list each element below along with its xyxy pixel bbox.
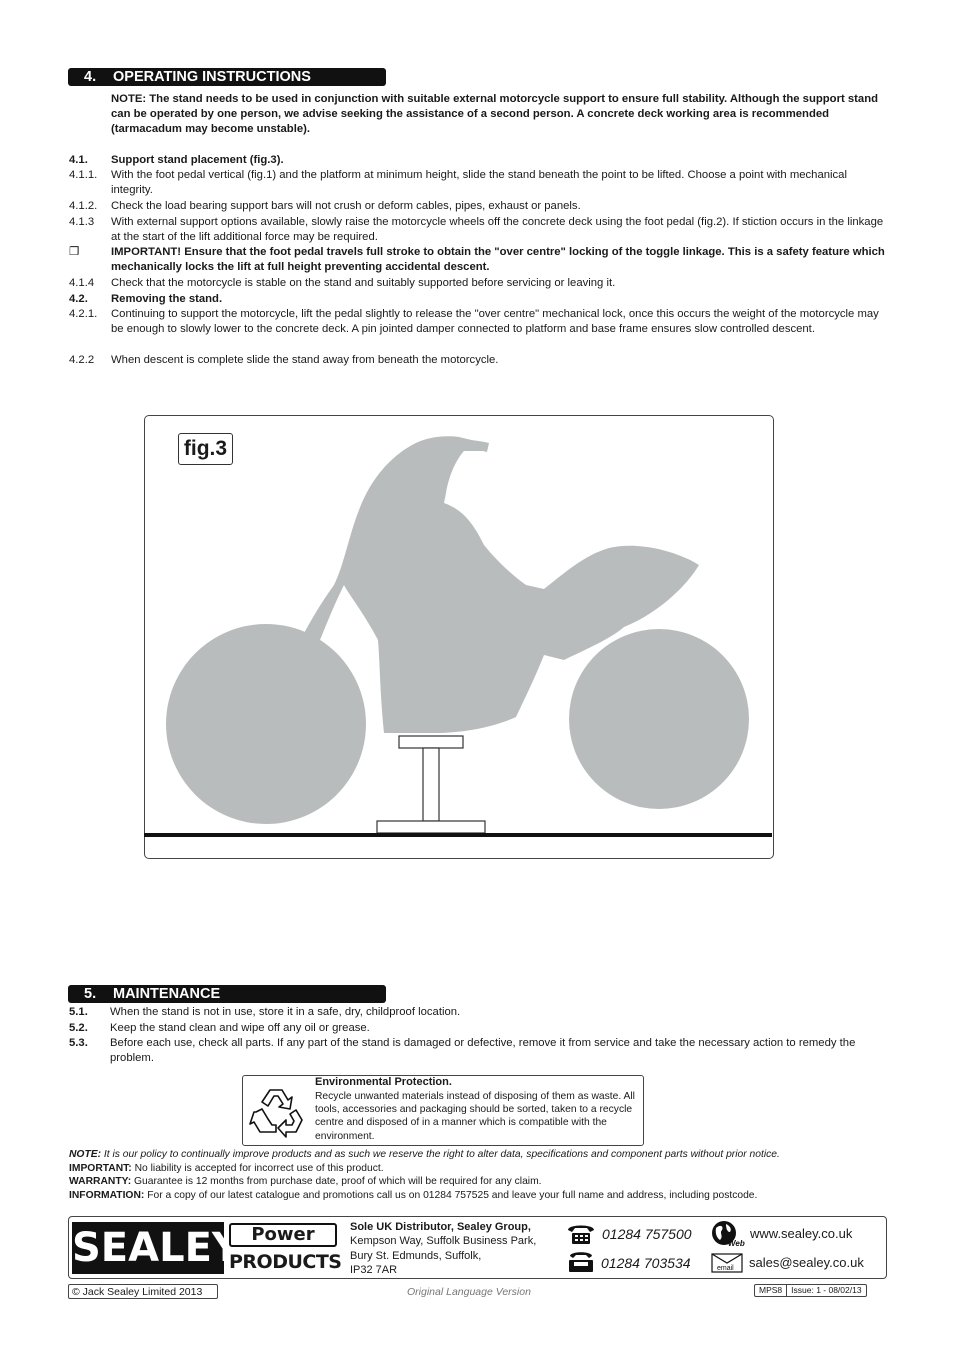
section-number: 5.: [84, 986, 97, 1002]
step-number: 4.1.2.: [69, 200, 98, 212]
step-number: 5.1.: [69, 1006, 88, 1018]
step-number: 4.2.1.: [69, 308, 98, 320]
step-text: Keep the stand clean and wipe off any oil or grease.: [110, 1022, 370, 1034]
step-text: Support stand placement (fig.3).: [111, 154, 284, 166]
fax-icon: [566, 1250, 596, 1274]
notice-label: NOTE:: [69, 1149, 102, 1160]
operating-note: NOTE: The stand needs to be used in conjunction with suitable external motorcycle support to ensure full stability. Although the support stand can be operated by one person, we advise seeking the assistance of a second person. A concrete deck working area is recommended (tarmacadum may become unstable).: [111, 93, 878, 136]
email-label: email: [717, 1265, 734, 1272]
fax-number[interactable]: 01284 703534: [601, 1255, 691, 1271]
rear-wheel: [166, 624, 366, 824]
step-number: 4.1.1.: [69, 169, 98, 181]
step-text: Before each use, check all parts. If any part of the stand is damaged or defective, remove it from service and take the necessary action to remedy the problem.: [110, 1037, 856, 1065]
section-number: 4.: [84, 69, 97, 85]
section-5-header: [68, 985, 386, 1003]
issue-date: Issue: 1 - 08/02/13: [786, 1285, 865, 1296]
telephone-icon: [566, 1222, 596, 1246]
recycle-icon: [248, 1082, 308, 1140]
notice-text: No liability is accepted for incorrect use of this product.: [134, 1163, 384, 1174]
front-wheel: [569, 629, 749, 809]
model-number: MPS8: [759, 1285, 783, 1295]
web-globe-icon: [710, 1220, 748, 1248]
ground-line: [144, 833, 772, 837]
stand-platform: [399, 736, 463, 748]
step-number: 4.1.3: [69, 216, 95, 228]
step-number: 5.3.: [69, 1037, 88, 1049]
issue-box: [754, 1284, 867, 1297]
step-number: 4.1.4: [69, 277, 95, 289]
step-text: When the stand is not in use, store it in a safe, dry, childproof location.: [110, 1006, 461, 1018]
step-text: Check that the motorcycle is stable on the stand and suitably supported before servicing or leaving it.: [111, 277, 616, 289]
website-link[interactable]: www.sealey.co.uk: [750, 1226, 853, 1241]
step-text: With the foot pedal vertical (fig.1) and the platform at minimum height, slide the stand beneath the point to be lifted. Choose a point with mechanical integrity.: [111, 169, 847, 197]
stand-column: [423, 748, 439, 821]
section-4-header: [68, 68, 386, 86]
section-title: MAINTENANCE: [113, 986, 221, 1002]
distributor-block: [350, 1220, 536, 1277]
step-number: 5.2.: [69, 1022, 88, 1034]
address-line: IP32 7AR: [350, 1263, 398, 1276]
step-text: When descent is complete slide the stand away from beneath the motorcycle.: [111, 354, 499, 366]
section-title: OPERATING INSTRUCTIONS: [113, 69, 311, 85]
step-text: Continuing to support the motorcycle, lift the pedal slightly to release the "over centre" mechanical lock, once this occurs the weight of the motorcycle may be enough to slowly lower to the concrete deck. A pin jointed damper connected to platform and base frame ensures slow controlled descent.: [111, 308, 879, 336]
environment-text: Recycle unwanted materials instead of disposing of them as waste. All tools, accessories and packaging should be sorted, taken to a recycle centre and disposed of in a manner which is compatible with the environment.: [315, 1091, 635, 1142]
distributor-name: Sole UK Distributor, Sealey Group,: [350, 1221, 531, 1233]
phone-number[interactable]: 01284 757500: [602, 1226, 692, 1242]
sealey-logo: SEALEY: [72, 1222, 224, 1274]
power-logo: Power: [229, 1223, 337, 1247]
checkbox-bullet-icon: ❐: [69, 246, 80, 258]
notice-label: IMPORTANT:: [69, 1163, 132, 1174]
web-label: Web: [728, 1239, 745, 1248]
step-text: IMPORTANT! Ensure that the foot pedal travels full stroke to obtain the "over centre" locking of the toggle linkage. This is a safety feature which mechanically locks the lift at full height preventing accidental descent.: [111, 246, 885, 274]
notice-line: [69, 1189, 899, 1203]
step-text: Check the load bearing support bars will not crush or deform cables, pipes, exhaust or panels.: [111, 200, 581, 212]
address-line: Bury St. Edmunds, Suffolk,: [350, 1249, 482, 1262]
stand-base: [377, 821, 485, 833]
step-number: 4.2.: [69, 293, 88, 305]
products-logo: PRODUCTS: [229, 1251, 342, 1273]
notice-label: INFORMATION:: [69, 1190, 145, 1201]
step-number: 4.2.2: [69, 354, 95, 366]
notice-line: [69, 1175, 899, 1189]
step-number: 4.1.: [69, 154, 88, 166]
step-text: With external support options available, slowly raise the motorcycle wheels off the concrete deck using the foot pedal (fig.2). If stiction occurs in the linkage at the start of the lift additional force may be required.: [111, 216, 884, 244]
notice-text: Guarantee is 12 months from purchase date, proof of which will be required for any claim.: [134, 1176, 542, 1187]
notice-label: WARRANTY:: [69, 1176, 132, 1187]
email-link[interactable]: sales@sealey.co.uk: [749, 1255, 864, 1270]
copyright: © Jack Sealey Limited 2013: [68, 1284, 218, 1299]
step-text: Removing the stand.: [111, 293, 223, 305]
figure-label: fig.3: [178, 433, 233, 465]
notice-line: [69, 1148, 899, 1162]
motorcycle-on-stand-illustration: [144, 415, 772, 857]
email-icon: [711, 1253, 743, 1273]
notice-text: It is our policy to continually improve products and as such we reserve the right to alter data, specifications and component parts without prior notice.: [103, 1149, 780, 1160]
motorcycle-silhouette: [166, 436, 749, 824]
environment-title: Environmental Protection.: [315, 1076, 452, 1088]
notice-line: [69, 1162, 899, 1176]
notice-text: For a copy of our latest catalogue and promotions call us on 01284 757525 and leave your full name and address, including postcode.: [147, 1190, 758, 1201]
language-version: Original Language Version: [407, 1286, 531, 1298]
address-line: Kempson Way, Suffolk Business Park,: [350, 1235, 537, 1248]
